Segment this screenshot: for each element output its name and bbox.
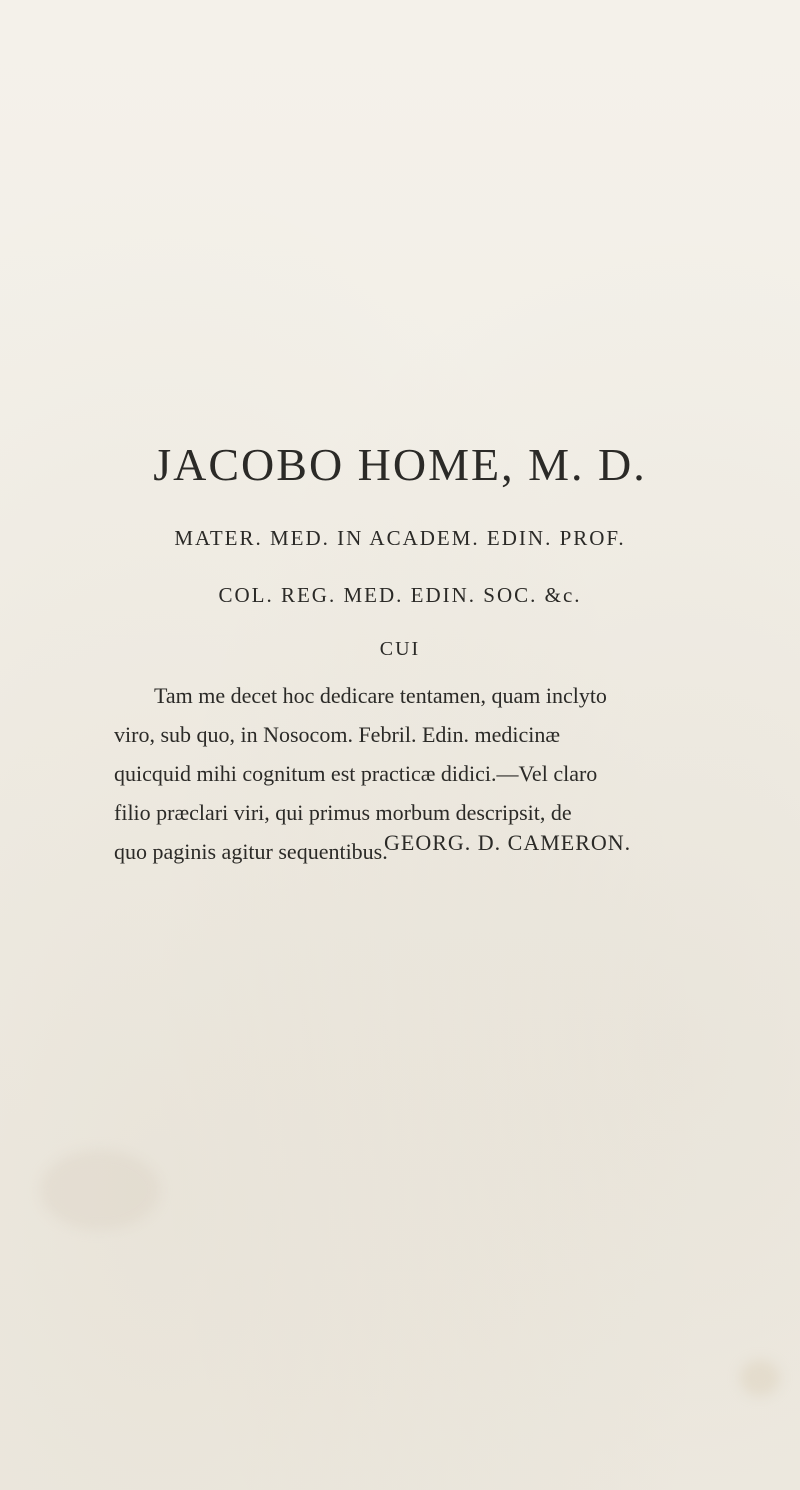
cui-heading: CUI — [379, 638, 421, 660]
paragraph-line: filio præclari viri, qui primus morbum descripsit, de — [114, 800, 572, 825]
dedication-title: JACOBO HOME, M. D. — [153, 439, 647, 490]
paragraph-line: viro, sub quo, in Nosocom. Febril. Edin. medicinæ — [114, 722, 561, 747]
paragraph-line: quicquid mihi cognitum est practicæ didici.—Vel claro — [114, 761, 598, 786]
signature: GEORG. D. CAMERON. — [384, 830, 632, 855]
paper-stain — [740, 1360, 780, 1396]
honorific-line-1: MATER. MED. IN ACADEM. EDIN. PROF. — [174, 526, 626, 550]
paragraph-line: quo paginis agitur sequentibus. — [114, 839, 388, 864]
honorific-line-2: COL. REG. MED. EDIN. SOC. &c. — [218, 583, 582, 607]
paragraph-line: Tam me decet hoc dedicare tentamen, quam inclyto — [154, 683, 607, 708]
paper-stain — [40, 1150, 160, 1230]
